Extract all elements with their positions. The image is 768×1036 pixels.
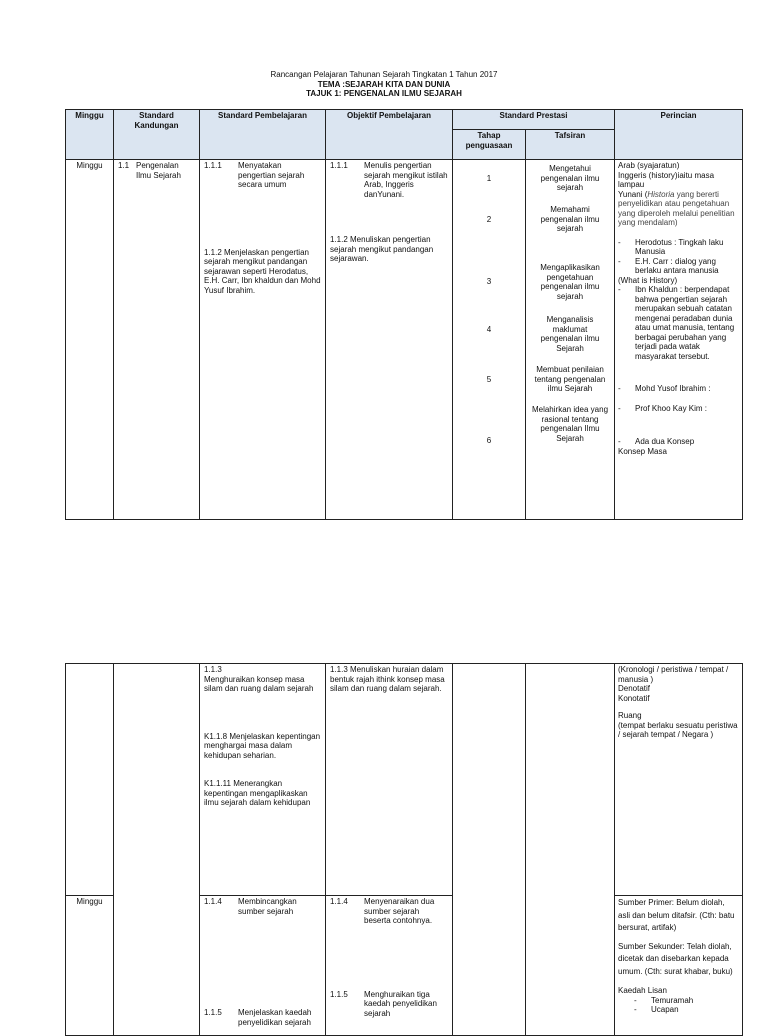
header-standard-kandungan: Standard Kandungan	[114, 110, 200, 160]
header-objektif-pembelajaran: Objektif Pembelajaran	[326, 110, 453, 160]
cell-tahap-2	[453, 664, 526, 1036]
ob-1-1-5-number: 1.1.5	[330, 989, 348, 999]
cell-tafsiran-2	[526, 664, 615, 1036]
sp-1-1-1-text: Menyatakan pengertian sejarah secara umum	[238, 161, 305, 189]
cell-minggu-2b	[66, 896, 114, 1036]
header-minggu: Minggu	[66, 110, 114, 160]
perincian-carr: E.H. Carr : dialog yang berlaku antara manusia	[635, 256, 719, 275]
perincian-sumber-sekunder: Sumber Sekunder: Telah diolah, dicetak dan disebarkan kepada umum. (Cth: surat khabar, buku)	[618, 941, 733, 976]
ob-1-1-2-text: 1.1.2 Menuliskan pengertian sejarah mengikut pandangan sejarawan.	[330, 235, 434, 263]
sp-1-1-5-text: Menjelaskan kaedah penyelidikan sejarah	[238, 1008, 312, 1027]
sp-1-1-4-text: Membincangkan sumber sejarah	[238, 897, 297, 916]
sp-1-1-3-number: 1.1.3	[204, 665, 222, 674]
title-line-1: Rancangan Pelajaran Tahunan Sejarah Tingkatan 1 Tahun 2017	[270, 70, 498, 79]
sp-1-1-3-text: Menghuraikan konsep masa silam dan ruang dalam sejarah	[204, 674, 314, 693]
tafsiran-1: Mengetahui pengenalan ilmu sejarah	[540, 164, 600, 192]
cell-minggu-2a	[66, 664, 114, 896]
perincian-khoo: Prof Khoo Kay Kim :	[635, 403, 708, 413]
title-line-3: TAJUK 1: PENGENALAN ILMU SEJARAH	[306, 89, 462, 98]
header-standard-prestasi: Standard Prestasi	[453, 110, 615, 130]
perincian-sumber-primer: Sumber Primer: Belum diolah, asli dan belum ditafsir. (Cth: batu bersurat, artifak)	[618, 898, 735, 932]
tahap-3: 3	[486, 277, 492, 286]
perincian-what-is-history: (What is History)	[618, 275, 678, 285]
sp-1-1-1-number: 1.1.1	[204, 161, 222, 170]
ob-1-1-1-text: Menulis pengertian sejarah mengikut istilah Arab, Inggeris danYunani.	[364, 161, 448, 199]
lesson-plan-table-1	[65, 109, 743, 520]
tahap-1: 1	[486, 174, 492, 183]
perincian-temuramah: Temuramah	[651, 995, 694, 1005]
document-title	[0, 70, 768, 99]
ob-1-1-5-text: Menghuraikan tiga kaedah penyelidikan sejarah	[364, 989, 437, 1018]
perincian-yusof: Mohd Yusof Ibrahim :	[635, 384, 711, 393]
kandungan-number: 1.1	[118, 161, 130, 170]
cell-ob-1-1-4	[326, 896, 453, 1036]
cell-tahap-penguasaan	[453, 160, 526, 520]
perincian-konsep: Ada dua Konsep	[635, 437, 695, 446]
lesson-plan-table-2	[65, 663, 743, 1036]
perincian-konsep-masa: Konsep Masa	[618, 446, 667, 456]
tafsiran-5: Membuat penilaian tentang pengenalan ilmu Sejarah	[534, 365, 606, 393]
cell-perincian-2b: Sumber Primer: Belum diolah, asli dan belum ditafsir. (Cth: batu bersurat, artifak) Sumber Sekunder: Telah diolah, dicetak dan disebarkan kepada umum. (Cth: surat khabar, buku) Kaedah Lisan - Temuramah - Ucapan	[615, 896, 743, 1036]
kandungan-text: Pengenalan Ilmu Sejarah	[136, 161, 181, 180]
cell-sp-1-1-3	[200, 664, 326, 896]
sp-1-1-5-number: 1.1.5	[204, 1008, 222, 1017]
tahap-4: 4	[486, 325, 492, 334]
ob-1-1-1-number: 1.1.1	[330, 161, 348, 170]
perincian-denotatif: Denotatif	[618, 684, 651, 693]
tafsiran-3: Mengaplikasikan pengetahuan pengenalan ilmu sejarah	[540, 263, 600, 301]
header-perincian: Perincian	[615, 110, 743, 160]
perincian-ruang: Ruang	[618, 711, 642, 720]
sp-1-1-2-text: 1.1.2 Menjelaskan pengertian sejarah mengikut pandangan sejarawan seperti Herodatus, E.H. Carr, Ibn khaldun dan Mohd Yusuf Ibrahim.	[204, 247, 321, 295]
header-tafsiran: Tafsiran	[526, 130, 615, 160]
perincian-khaldun: Ibn Khaldun : berpendapat bahwa pengertian sejarah merupakan sebuah catatan mengenai peradaban dunia atau umat manusia, tentang berbagai perubahan yang terjadi pada watak masyarakat tersebut.	[635, 285, 735, 361]
perincian-kronologi: (Kronologi / peristiwa / tempat / manusia )	[618, 665, 729, 684]
tafsiran-4: Menganalisis maklumat pengenalan ilmu Sejarah	[540, 315, 600, 353]
cell-tafsiran	[526, 160, 615, 520]
cell-sp-1-1-4	[200, 896, 326, 1036]
header-tahap-penguasaan: Tahap penguasaan	[453, 130, 526, 160]
tafsiran-2: Memahami pengenalan ilmu sejarah	[540, 205, 600, 233]
ob-1-1-4-number: 1.1.4	[330, 897, 348, 906]
perincian-inggeris: Inggeris (history)iaitu masa lampau	[618, 170, 715, 189]
perincian-konotatif: Konotatif	[618, 693, 650, 703]
perincian-yunani: Yunani (Historia yang bererti penyelidikan atau pengetahuan yang diperoleh melalui penelitian yang mendalam)	[618, 189, 735, 227]
cell-objektif-pembelajaran	[326, 160, 453, 520]
perincian-ucapan: Ucapan	[651, 1005, 679, 1014]
cell-perincian: Arab (syajaratun) Inggeris (history)iaitu masa lampau Yunani (Historia yang bererti penyelidikan atau pengetahuan yang diperoleh melalui penelitian yang mendalam) - Herodotus : Tingkah laku Manusia - E.H. Carr : dialog yang berlaku antara manusia (What is History) - Ibn Khaldun : berpendapat bahwa pengertian sejarah merupakan sebuah catatan mengenai peradaban dunia atau umat manusia, tentang berbagai perubahan yang terjadi pada watak masyarakat tersebut. - Mohd Yusof Ibrahim : - Prof Khoo Kay Kim : - Ada dua Konsep Konsep Masa	[615, 160, 743, 520]
minggu-label: Minggu	[76, 161, 103, 170]
header-standard-pembelajaran: Standard Pembelajaran	[200, 110, 326, 160]
k-1-1-8-text: K1.1.8 Menjelaskan kepentingan menghargai masa dalam kehidupan seharian.	[204, 731, 321, 760]
cell-standard-pembelajaran	[200, 160, 326, 520]
cell-standard-kandungan	[114, 160, 200, 520]
k-1-1-11-text: K1.1.11 Menerangkan kepentingan mengaplikaskan ilmu sejarah dalam kehidupan	[204, 779, 311, 807]
cell-kandungan-2	[114, 664, 200, 1036]
cell-ob-1-1-3	[326, 664, 453, 896]
title-line-2: TEMA :SEJARAH KITA DAN DUNIA	[317, 79, 451, 89]
tafsiran-6: Melahirkan idea yang rasional tentang pengenalan Ilmu Sejarah	[531, 405, 609, 443]
cell-minggu	[66, 160, 114, 520]
cell-perincian-2a	[615, 664, 743, 896]
tahap-6: 6	[486, 436, 492, 445]
perincian-kaedah-lisan: Kaedah Lisan	[618, 986, 667, 995]
perincian-arab: Arab (syajaratun)	[618, 161, 680, 170]
minggu-label-2: Minggu	[76, 897, 103, 906]
ob-1-1-3-text: 1.1.3 Menuliskan huraian dalam bentuk rajah ithink konsep masa silam dan ruang dalam sejarah.	[330, 665, 445, 693]
sp-1-1-4-number: 1.1.4	[204, 897, 222, 906]
perincian-ruang-text: (tempat berlaku sesuatu peristiwa / sejarah tempat / Negara )	[618, 720, 738, 739]
tahap-5: 5	[486, 375, 492, 384]
perincian-herodotus: Herodotus : Tingkah laku Manusia	[635, 237, 724, 256]
tahap-2: 2	[486, 215, 492, 224]
ob-1-1-4-text: Menyenaraikan dua sumber sejarah beserta contohnya.	[364, 897, 435, 925]
